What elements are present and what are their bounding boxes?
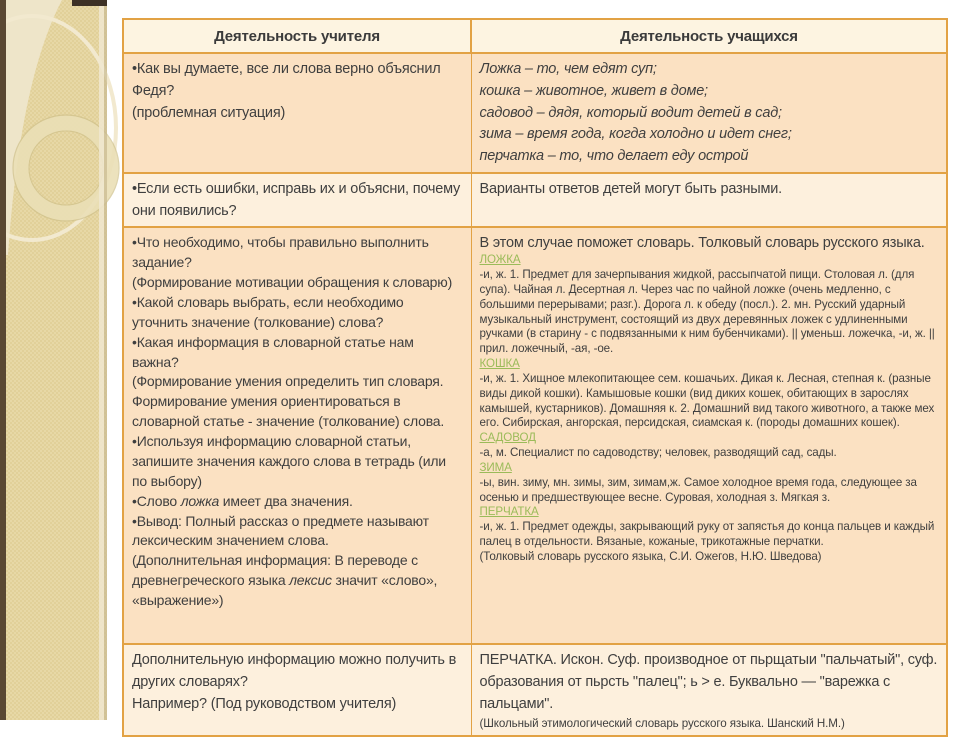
text-span: (Дополнительная информация: В переводе с древнегреческого языка bbox=[132, 552, 418, 589]
col-header-teacher-activity: Деятельность учителя bbox=[123, 19, 471, 53]
paragraph bbox=[480, 446, 939, 461]
paragraph bbox=[132, 512, 463, 552]
paragraph bbox=[480, 520, 939, 550]
text-span: -и, ж. 1. Хищное млекопитающее сем. кошачьих. Дикая к. Лесная, степная к. (разные виды дикой кошки). Камышовые кошки (вид диких кошек, обитающих в зарослях камышей, кустарников). Домашняя к. 2. Домашний вид такого животного, а также мех его. Сибирская, ангорская, персидская, сиамская к. (породы домашних кошек). bbox=[479, 371, 935, 430]
paragraph bbox=[132, 694, 463, 716]
dictionary-entry-link[interactable]: ПЕРЧАТКА bbox=[479, 505, 539, 519]
students-activity-cell bbox=[471, 644, 947, 735]
text-span: •Вывод: Полный рассказ о предмете называют лексическим значением слова. bbox=[132, 512, 429, 549]
header-row bbox=[123, 19, 947, 53]
text-span: •Какая информация в словарной статье нам важна? bbox=[132, 333, 414, 370]
paragraph bbox=[132, 273, 463, 293]
paragraph bbox=[132, 372, 463, 432]
text-span: -а, м. Специалист по садоводству; человек, разводящий сад, сады. bbox=[479, 446, 837, 460]
band-top-dark-accent bbox=[72, 0, 107, 6]
students-activity-cell bbox=[471, 53, 947, 173]
dictionary-entry-link[interactable]: САДОВОД bbox=[479, 431, 536, 445]
text-span: (Толковый словарь русского языка, С.И. Ожегов, Н.Ю. Шведова) bbox=[479, 549, 822, 563]
table-row bbox=[123, 227, 947, 644]
text-span: (проблемная ситуация) bbox=[132, 104, 286, 121]
text-span: (Школьный этимологический словарь русского языка. Шанский Н.М.) bbox=[479, 716, 845, 730]
teacher-activity-cell bbox=[123, 173, 471, 228]
teacher-activity-cell bbox=[123, 644, 471, 735]
paragraph bbox=[480, 372, 939, 431]
text-span: имеет два значения. bbox=[219, 492, 353, 509]
table-row bbox=[123, 173, 947, 228]
col-header-students-activity: Деятельность учащихся bbox=[471, 19, 947, 53]
text-span: зима – время года, когда холодно и идет снег; bbox=[479, 126, 792, 143]
text-span: ложка bbox=[180, 492, 220, 509]
text-span: •Используя информацию словарной статьи, запишите значения каждого слова в тетрадь (или по выбору) bbox=[132, 433, 446, 489]
paragraph bbox=[132, 432, 463, 492]
text-span: лексис bbox=[289, 572, 332, 589]
paragraph bbox=[480, 268, 939, 357]
band-right-edge bbox=[104, 0, 107, 720]
lesson-activity-table bbox=[122, 18, 948, 737]
text-span: •Что необходимо, чтобы правильно выполнить задание? bbox=[132, 234, 429, 271]
table-body bbox=[123, 53, 947, 736]
paragraph bbox=[132, 333, 463, 373]
text-span: кошка – животное, живет в доме; bbox=[479, 82, 708, 99]
paragraph bbox=[480, 476, 939, 506]
paragraph bbox=[132, 233, 463, 273]
teacher-activity-cell bbox=[123, 227, 471, 644]
paragraph bbox=[480, 550, 939, 565]
paragraph bbox=[480, 179, 939, 201]
paragraph bbox=[480, 146, 939, 168]
table-header bbox=[123, 19, 947, 53]
paragraph bbox=[480, 650, 939, 715]
text-span: перчатка – то, что делает еду острой bbox=[479, 148, 749, 164]
text-span: В этом случае поможет словарь. Толковый словарь русского языка. bbox=[479, 235, 925, 252]
paragraph bbox=[480, 505, 939, 520]
paragraph bbox=[480, 233, 939, 253]
paragraph bbox=[132, 59, 463, 103]
teacher-activity-cell bbox=[123, 53, 471, 173]
paragraph bbox=[132, 179, 463, 223]
paragraph bbox=[480, 59, 939, 81]
decorative-side-band bbox=[0, 0, 107, 720]
table-row bbox=[123, 53, 947, 173]
band-left-dark-edge bbox=[0, 0, 6, 720]
table-row bbox=[123, 644, 947, 735]
paragraph bbox=[480, 253, 939, 268]
text-span: •Если есть ошибки, исправь их и объясни, почему они появились? bbox=[132, 180, 461, 219]
text-span: ПЕРЧАТКА. Искон. Суф. производное от пьрщатыи "пальчатый", суф. образования от пьрсть "палец"; ь > е. Буквально — "варежка с пальцами". bbox=[479, 652, 938, 712]
paragraph bbox=[132, 650, 463, 694]
paragraph bbox=[480, 431, 939, 446]
dictionary-entry-link[interactable]: ЛОЖКА bbox=[479, 253, 521, 267]
text-span: •Как вы думаете, все ли слова верно объяснил Федя? bbox=[132, 61, 441, 99]
text-span: Дополнительную информацию можно получить в других словарях? bbox=[132, 652, 457, 690]
paragraph bbox=[480, 461, 939, 476]
text-span: -и, ж. 1. Предмет для зачерпывания жидкой, рассыпчатой пищи. Столовая л. (для супа). Чайная л. Десертная л. Через час по чайной ложке (очень медленно, с большими перерывами; разг.). Дорога л. к обеду (посл.). 2. мн. Русский ударный музыкальный инструмент, состоящий из двух деревянных ложек с удлиненными ручками (в старину - с подвязанными к ним бубенчиками). || уменьш. ложечка, -и, ж. || прил. ложечный, -ая, -ое. bbox=[479, 268, 935, 356]
paragraph bbox=[480, 716, 939, 731]
text-span: садовод – дядя, который водит детей в сад; bbox=[479, 104, 782, 121]
text-span: (Формирование мотивации обращения к словарю) bbox=[132, 274, 453, 290]
dictionary-entry-link[interactable]: ЗИМА bbox=[479, 460, 512, 474]
paragraph bbox=[480, 124, 939, 146]
text-span: значит «слово», «выражение») bbox=[132, 572, 438, 608]
paragraph bbox=[480, 357, 939, 372]
text-span: (Формирование умения определить тип словаря. Формирование умения ориентироваться в словарной статье - значение (толкование) слова. bbox=[132, 373, 445, 430]
text-span: Например? (Под руководством учителя) bbox=[132, 695, 397, 712]
paragraph bbox=[132, 103, 463, 125]
text-span: -ы, вин. зиму, мн. зимы, зим, зимам,ж. Самое холодное время года, следующее за осенью и предшествующее весне. Суровая, холодная з. Мягкая з. bbox=[479, 475, 917, 504]
text-span: -и, ж. 1. Предмет одежды, закрывающий руку от запястья до конца пальцев и каждый палец в отдельности. Вязаные, кожаные, трикотажные перчатки. bbox=[479, 520, 935, 548]
text-span: •Слово bbox=[132, 492, 181, 509]
dictionary-entry-link[interactable]: КОШКА bbox=[479, 357, 520, 371]
paragraph bbox=[480, 81, 939, 103]
students-activity-cell bbox=[471, 173, 947, 228]
text-span: •Какой словарь выбрать, если необходимо уточнить значение (толкование) слова? bbox=[132, 293, 404, 330]
paragraph bbox=[480, 103, 939, 125]
paragraph bbox=[132, 492, 463, 512]
students-activity-cell bbox=[471, 227, 947, 644]
paragraph bbox=[132, 293, 463, 333]
text-span: Ложка – то, чем едят суп; bbox=[479, 61, 657, 77]
paragraph bbox=[132, 551, 463, 611]
text-span: Варианты ответов детей могут быть разными. bbox=[479, 180, 782, 197]
band-right-highlight bbox=[99, 0, 104, 720]
